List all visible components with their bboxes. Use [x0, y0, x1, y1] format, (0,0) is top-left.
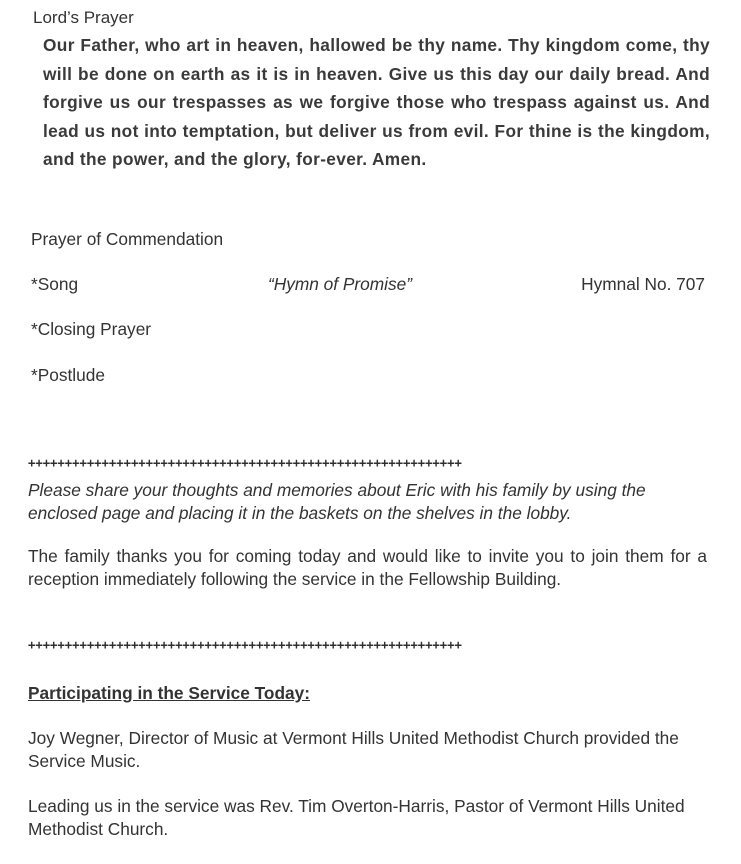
- participants-heading: Participating in the Service Today:: [28, 683, 311, 703]
- postlude: *Postlude: [31, 365, 105, 385]
- leader-credit: Leading us in the service was Rev. Tim Overton-Harris, Pastor of Vermont Hills United Methodist Church.: [28, 796, 685, 839]
- reception-note: The family thanks you for coming today and would like to invite you to join them for a reception immediately following the service in the Fellowship Building.: [28, 546, 707, 589]
- music-credit: Joy Wegner, Director of Music at Vermont Hills United Methodist Church provided the Service Music.: [28, 728, 679, 771]
- lords-prayer-title: Lord’s Prayer: [33, 8, 134, 27]
- song-label: *Song: [31, 274, 79, 294]
- prayer-of-commendation: Prayer of Commendation: [31, 229, 224, 249]
- divider-bottom: +++++++++++++++++++++++++++++++++++++++++++++++++++++++++++: [28, 638, 462, 652]
- song-title: “Hymn of Promise”: [268, 274, 413, 294]
- divider-top: +++++++++++++++++++++++++++++++++++++++++++++++++++++++++++: [28, 456, 462, 470]
- lords-prayer-text: Our Father, who art in heaven, hallowed be thy name. Thy kingdom come, thy will be done on earth as it is in heaven. Give us this day our daily bread. And forgive us our trespasses as we forgive those who trespass against us. And lead us not into temptation, but deliver us from evil. For thine is the kingdom, and the power, and the glory, for-ever. Amen.: [43, 35, 710, 170]
- closing-prayer: *Closing Prayer: [31, 319, 152, 339]
- hymnal-number: Hymnal No. 707: [581, 274, 705, 294]
- share-memories-note: Please share your thoughts and memories about Eric with his family by using the enclosed page and placing it in the baskets on the shelves in the lobby.: [28, 480, 646, 523]
